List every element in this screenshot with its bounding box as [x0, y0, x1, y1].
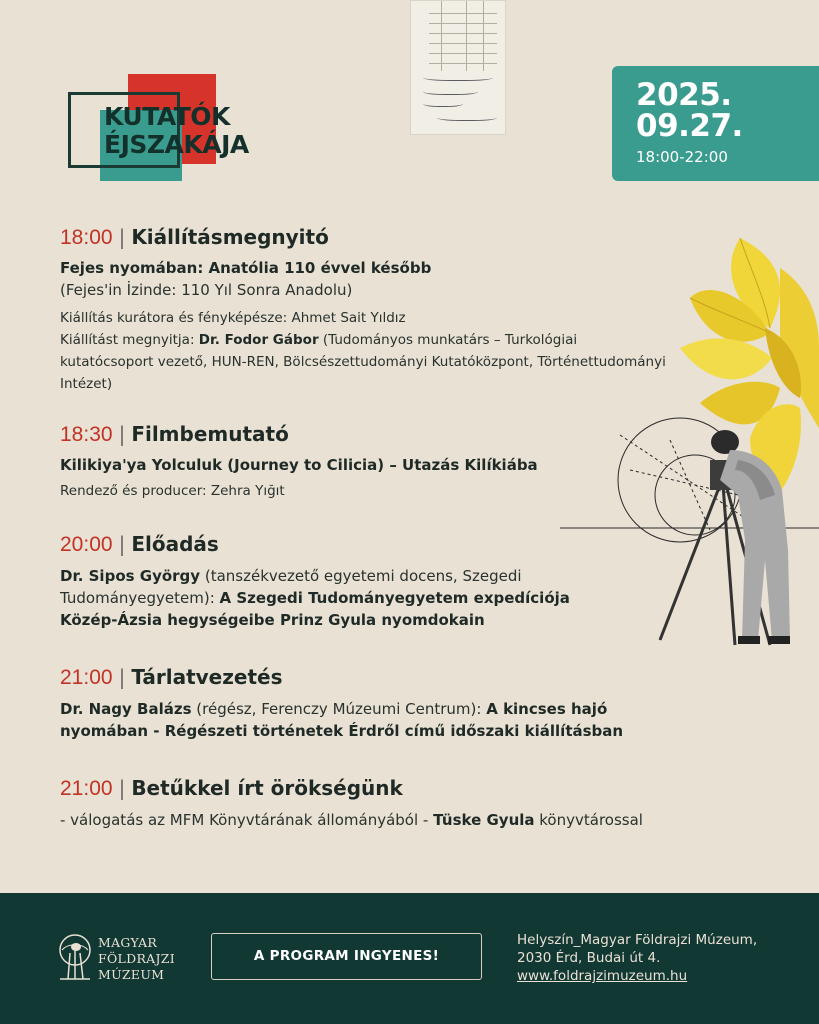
museum-name-line3: MÚZEUM — [98, 967, 165, 982]
program-time: 18:00 — [60, 226, 113, 249]
opener-rest: (Tudományos munkatárs – Turkológiai kutatócsoport vezető, HUN-REN, Bölcsészettudományi Kutatóközpont, Történettudományi Intézet) — [60, 332, 666, 392]
program-opener — [60, 329, 670, 395]
program-curator: Kiállítás kurátora és fényképésze: Ahmet Sait Yıldız — [60, 310, 406, 326]
tour-topic: A kincses hajó nyomában - Régészeti történetek Érdről című időszaki kiállításban — [60, 700, 624, 740]
librarian-name: Tüske Gyula — [433, 811, 535, 829]
program-title: Tárlatvezetés — [131, 665, 283, 689]
date-day: 09.27. — [636, 108, 743, 144]
speaker-name: Dr. Sipos György — [60, 567, 201, 585]
logo-line2: ÉJSZAKÁJA — [104, 130, 249, 159]
date-time: 18:00-22:00 — [636, 148, 728, 166]
program-subtitle: Fejes nyomában: Anatólia 110 évvel később — [60, 259, 432, 277]
location-line2: 2030 Érd, Budai út 4. — [517, 950, 661, 966]
speaker-name: Dr. Nagy Balázs — [60, 700, 192, 718]
program-subtitle: Kilikiya'ya Yolculuk (Journey to Cilicia) – Utazás Kilíkiába — [60, 456, 538, 474]
separator: | — [118, 776, 126, 800]
museum-logo — [56, 933, 186, 985]
program-title: Kiállításmegnyitó — [131, 225, 329, 249]
website-link[interactable]: www.foldrajzimuzeum.hu — [517, 968, 688, 984]
event-logo — [68, 74, 288, 184]
program-time: 18:30 — [60, 423, 113, 446]
separator: | — [118, 665, 126, 689]
location-line1: Helyszín_Magyar Földrajzi Múzeum, — [517, 932, 758, 948]
logo-line1: KUTATÓK — [104, 102, 230, 131]
program-header — [60, 665, 670, 690]
museum-name-line1: MAGYAR — [98, 935, 158, 950]
opener-prefix: Kiállítást megnyitja: — [60, 332, 199, 348]
speaker-role: (régész, Ferenczy Múzeumi Centrum): — [191, 700, 487, 718]
program-description — [60, 809, 760, 831]
program-time: 20:00 — [60, 533, 113, 556]
program-item-1 — [60, 225, 670, 395]
program-header — [60, 225, 670, 250]
program-item-4 — [60, 665, 670, 742]
handwritten-document-icon — [410, 0, 506, 135]
program-item-2 — [60, 422, 670, 502]
date-box — [612, 66, 819, 181]
talk-topic: A Szegedi Tudományegyetem expedíciója Közép-Ázsia hegységeibe Prinz Gyula nyomdokain — [60, 589, 570, 629]
opener-name: Dr. Fodor Gábor — [198, 332, 319, 348]
program-header — [60, 422, 670, 447]
free-program-badge: A PROGRAM INGYENES! — [211, 933, 482, 980]
program-item-5 — [60, 776, 760, 831]
separator: | — [118, 422, 126, 446]
program-description — [60, 698, 670, 742]
program-director: Rendező és producer: Zehra Yığıt — [60, 483, 285, 499]
program-header — [60, 532, 620, 557]
museum-name — [98, 935, 175, 983]
program-time: 21:00 — [60, 666, 113, 689]
museum-emblem-icon — [56, 933, 94, 981]
program-time: 21:00 — [60, 777, 113, 800]
program-header — [60, 776, 760, 801]
desc-suffix: könyvtárossal — [534, 811, 643, 829]
separator: | — [118, 532, 126, 556]
program-title: Betűkkel írt örökségünk — [131, 776, 403, 800]
program-title: Filmbemutató — [131, 422, 289, 446]
program-item-3 — [60, 532, 620, 631]
program-subtitle-translation: (Fejes'in İzinde: 110 Yıl Sonra Anadolu) — [60, 281, 353, 299]
speaker-role: (tanszékvezető egyetemi docens, Szegedi Tudományegyetem): — [60, 567, 522, 607]
location-info — [517, 931, 757, 985]
date-year: 2025. — [636, 77, 732, 113]
program-title: Előadás — [131, 532, 219, 556]
desc-prefix: - válogatás az MFM Könyvtárának állományából - — [60, 811, 434, 829]
separator: | — [118, 225, 126, 249]
museum-name-line2: FÖLDRAJZI — [98, 951, 176, 966]
program-description — [60, 565, 620, 631]
footer — [0, 893, 819, 1024]
